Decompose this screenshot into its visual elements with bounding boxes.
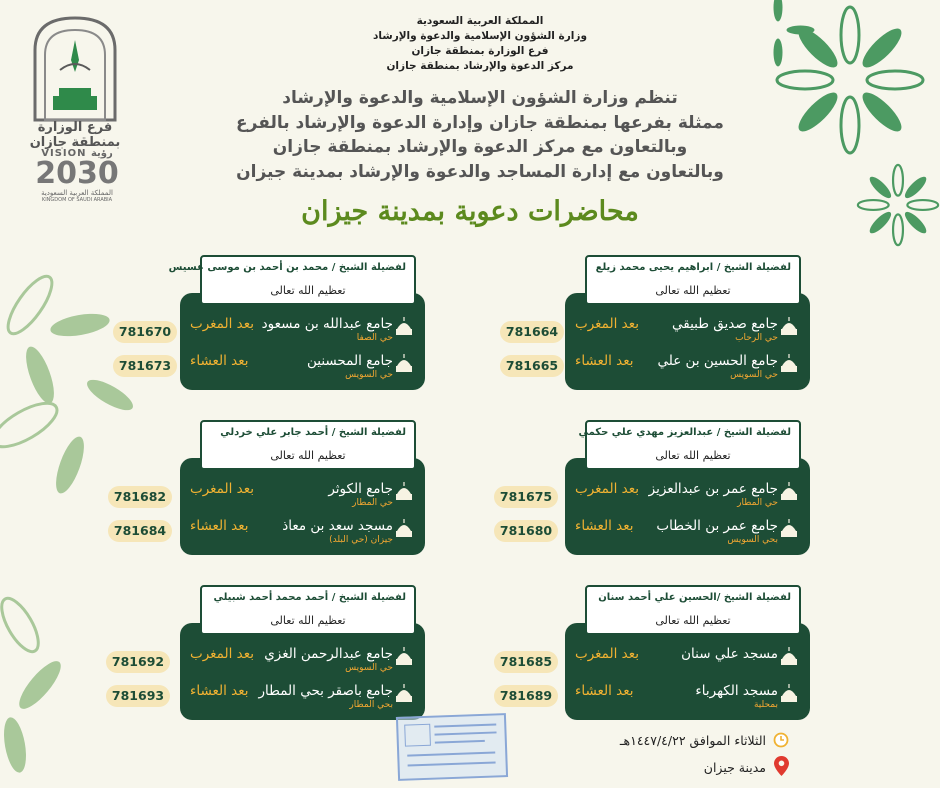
- sheikh-name: لفضيلة الشيخ / ابراهيم يحيى محمد زيلع: [595, 262, 791, 273]
- lecture-time: بعد العشاء: [575, 353, 634, 369]
- mosque-name: مسجد سعد بن معاذ: [282, 518, 393, 534]
- flower-decoration-top-right: [770, 0, 940, 270]
- intro-line: وبالتعاون مع مركز الدعوة والإرشاد بمنطقة جازان: [272, 137, 688, 157]
- mosque-icon: [393, 315, 415, 337]
- sheikh-name: لفضيلة الشيخ / محمد بن أحمد بن موسى عسيس: [168, 262, 406, 273]
- sheikh-banner: [578, 420, 801, 470]
- lecture-code-badge: 781692: [106, 651, 170, 673]
- lecture-time: بعد العشاء: [190, 683, 249, 699]
- lecture-topic: تعظيم الله تعالى: [655, 614, 731, 627]
- intro-line: تنظم وزارة الشؤون الإسلامية والدعوة والإرشاد: [282, 88, 678, 108]
- lecture-code-badge: 781682: [108, 486, 172, 508]
- lecture-time: بعد المغرب: [575, 481, 639, 497]
- mosque-row: [180, 515, 425, 551]
- lecture-card: [555, 255, 810, 390]
- lecture-code-badge: 781693: [106, 685, 170, 707]
- mosque-name: جامع صديق طبيقي: [672, 316, 778, 332]
- sheikh-name: لفضيلة الشيخ / أحمد جابر علي خردلي: [220, 427, 406, 438]
- mosque-name: جامع عبدالله بن مسعود: [261, 316, 393, 332]
- lecture-time: بعد العشاء: [190, 518, 249, 534]
- mosque-name: جامع باصقر بحي المطار: [258, 683, 393, 699]
- sheikh-name: لفضيلة الشيخ / أحمد محمد أحمد شبيلي: [213, 592, 406, 603]
- mosque-icon: [778, 480, 800, 502]
- lecture-topic: تعظيم الله تعالى: [270, 284, 346, 297]
- mosque-name: جامع المحسنين: [306, 353, 393, 369]
- vision-word: VISION رؤية: [41, 148, 113, 159]
- sheikh-name: لفضيلة الشيخ /الحسين علي أحمد سنان: [598, 592, 791, 603]
- mosque-row: [180, 680, 425, 716]
- mosque-row: [180, 313, 425, 349]
- district: بمحلية: [753, 700, 778, 710]
- lecture-code-badge: 781664: [500, 321, 564, 343]
- lecture-card: [555, 420, 810, 555]
- district: حي المطار: [737, 498, 778, 508]
- mosque-row: [565, 680, 810, 716]
- lecture-time: بعد المغرب: [190, 646, 254, 662]
- district: بحي السويس: [727, 535, 778, 545]
- mosque-name: مسجد الكهرباء: [695, 683, 778, 699]
- lecture-card: [170, 420, 425, 555]
- mosque-name: جامع عمر بن الخطاب: [656, 518, 778, 534]
- lecture-code-badge: 781665: [500, 355, 564, 377]
- lecture-code-badge: 781680: [494, 520, 558, 542]
- logo-caption: فرع الوزارة بمنطقة جازان: [29, 120, 121, 150]
- mosque-name: جامع عبدالرحمن الغزي: [264, 646, 393, 662]
- vision-2030-logo: [22, 148, 132, 203]
- header-line: مركز الدعوة والإرشاد بمنطقة جازان: [386, 60, 574, 72]
- page-title: محاضرات دعوية بمدينة جيزان: [301, 196, 639, 227]
- official-stamp: [396, 713, 508, 781]
- district: بحي المطار: [349, 700, 393, 710]
- vision-en: KINGDOM OF SAUDI ARABIA: [41, 197, 113, 203]
- sheikh-banner: [585, 585, 801, 635]
- mosque-row: [180, 478, 425, 514]
- mosque-icon: [778, 315, 800, 337]
- mosque-name: جامع عمر بن عبدالعزيز: [648, 481, 778, 497]
- lecture-time: بعد العشاء: [575, 683, 634, 699]
- lecture-time: بعد المغرب: [575, 316, 639, 332]
- mosque-icon: [393, 352, 415, 374]
- district: حي المطار: [352, 498, 393, 508]
- mosque-name: جامع الكوثر: [328, 481, 393, 497]
- mosque-row: [565, 313, 810, 349]
- mosque-name: مسجد علي سنان: [681, 646, 778, 662]
- sheikh-banner: [200, 420, 416, 470]
- mosque-row: [565, 478, 810, 514]
- location-pin-icon: [774, 756, 789, 776]
- lecture-time: بعد المغرب: [190, 316, 254, 332]
- vision-ar: المملكة العربية السعودية: [41, 189, 113, 197]
- mosque-row: [565, 515, 810, 551]
- district: حي الرحاب: [735, 333, 778, 343]
- sheikh-banner: [585, 255, 801, 305]
- lecture-topic: تعظيم الله تعالى: [270, 449, 346, 462]
- lecture-code-badge: 781675: [494, 486, 558, 508]
- mosque-icon: [778, 517, 800, 539]
- event-city: مدينة جيزان: [703, 760, 766, 775]
- intro-text: [200, 86, 760, 184]
- district: جيزان (حي البلد): [329, 535, 393, 545]
- sheikh-name: لفضيلة الشيخ / عبدالعزيز مهدي علي حكمي: [578, 427, 791, 438]
- sheikh-banner: [168, 255, 416, 305]
- intro-line: ممثلة بفرعها بمنطقة جازان وإدارة الدعوة والإرشاد بالفرع: [236, 112, 724, 133]
- district: حي السويس: [345, 370, 393, 380]
- lecture-topic: تعظيم الله تعالى: [655, 449, 731, 462]
- mosque-icon: [778, 352, 800, 374]
- lecture-code-badge: 781685: [494, 651, 558, 673]
- mosque-icon: [393, 480, 415, 502]
- lecture-time: بعد العشاء: [190, 353, 249, 369]
- mosque-icon: [393, 517, 415, 539]
- mosque-row: [565, 350, 810, 386]
- header-line: المملكة العربية السعودية: [416, 15, 544, 27]
- sheikh-banner: [200, 585, 416, 635]
- intro-line: وبالتعاون مع إدارة المساجد والدعوة والإرشاد بمدينة جيزان: [236, 161, 724, 182]
- mosque-row: [180, 350, 425, 386]
- mosque-icon: [778, 645, 800, 667]
- header-line: وزارة الشؤون الإسلامية والدعوة والإرشاد: [373, 30, 587, 42]
- mosque-icon: [393, 682, 415, 704]
- lecture-card: [170, 255, 425, 390]
- lecture-time: بعد المغرب: [190, 481, 254, 497]
- district: حي السويس: [730, 370, 778, 380]
- mosque-row: [565, 643, 810, 679]
- district: حي السويس: [345, 663, 393, 673]
- lecture-code-badge: 781673: [113, 355, 177, 377]
- lecture-card: [170, 585, 425, 720]
- lecture-time: بعد المغرب: [575, 646, 639, 662]
- lecture-card: [555, 585, 810, 720]
- lecture-topic: تعظيم الله تعالى: [655, 284, 731, 297]
- mosque-name: جامع الحسين بن علي: [657, 353, 778, 369]
- mosque-row: [180, 643, 425, 679]
- clock-icon: [773, 732, 789, 748]
- org-header: [330, 14, 630, 74]
- lecture-topic: تعظيم الله تعالى: [270, 614, 346, 627]
- event-date: الثلاثاء الموافق ١٤٤٧/٤/٢٢هـ: [619, 733, 766, 748]
- district: حي الصفا: [356, 333, 393, 343]
- lecture-code-badge: 781670: [113, 321, 177, 343]
- mosque-icon: [778, 682, 800, 704]
- vision-year: 2030: [35, 156, 119, 191]
- mosque-icon: [393, 645, 415, 667]
- lecture-time: بعد العشاء: [575, 518, 634, 534]
- lecture-code-badge: 781689: [494, 685, 558, 707]
- header-line: فرع الوزارة بمنطقة جازان: [411, 45, 549, 57]
- lecture-code-badge: 781684: [108, 520, 172, 542]
